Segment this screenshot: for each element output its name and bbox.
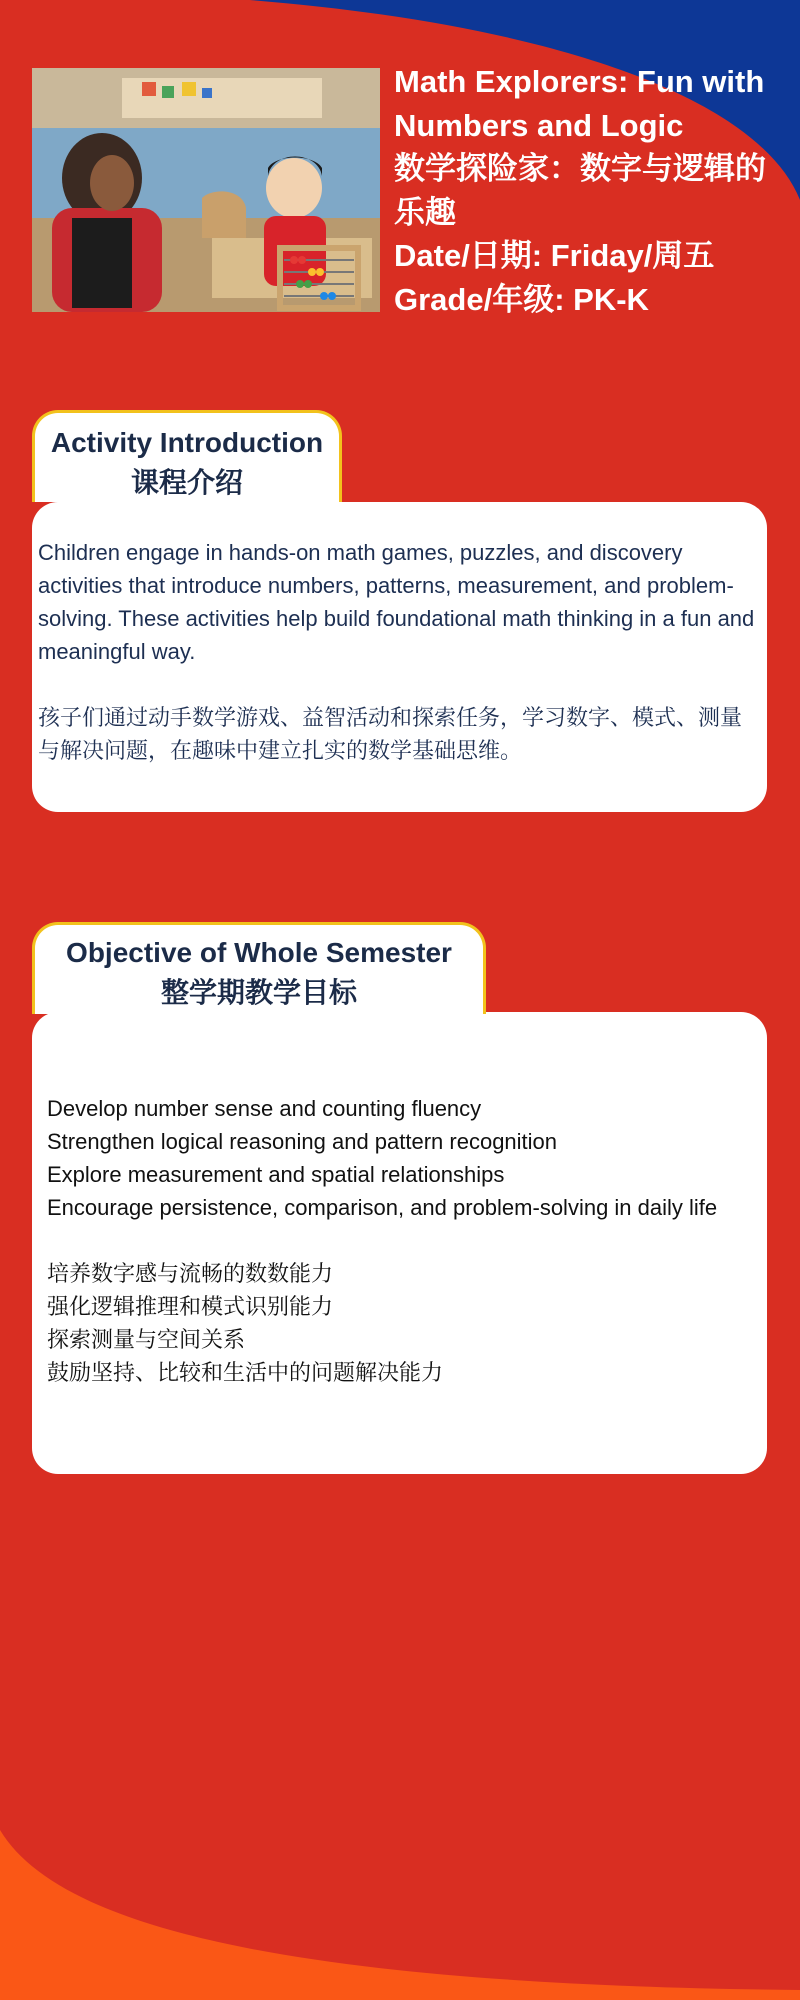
- objective-item-en: Strengthen logical reasoning and pattern recognition: [47, 1129, 558, 1154]
- objective-item-en: Explore measurement and spatial relationships: [47, 1162, 505, 1187]
- objective-heading-en: Objective of Whole Semester: [66, 937, 452, 968]
- objective-item-en: Develop number sense and counting fluency: [47, 1096, 482, 1121]
- activity-intro-heading-zh: 课程介绍: [130, 467, 243, 498]
- date-line: Date/日期: Friday/周五: [394, 238, 715, 273]
- header-block: [394, 60, 784, 321]
- hero-photo: [32, 68, 380, 312]
- title-chinese: 数学探险家：数字与逻辑的乐趣: [394, 151, 766, 230]
- objective-item-zh: 探索测量与空间关系: [47, 1327, 246, 1352]
- objective-item-en: Encourage persistence, comparison, and problem-solving in daily life: [47, 1195, 718, 1220]
- activity-intro-card: [32, 502, 767, 812]
- objective-heading-tab: [32, 922, 486, 1014]
- activity-intro-body-en: Children engage in hands-on math games, puzzles, and discovery activities that introduce numbers, patterns, measurement, and problem-solving. These activities help build foundational math thinking in a fun and meaningful way.: [38, 540, 755, 664]
- paragraph-gap: [38, 668, 761, 701]
- objective-item-zh: 培养数字感与流畅的数数能力: [47, 1261, 334, 1286]
- title-english: Math Explorers: Fun with Numbers and Logic: [394, 64, 765, 143]
- paragraph-gap: [47, 1224, 757, 1257]
- activity-intro-heading-tab: [32, 410, 342, 502]
- activity-intro-body-zh: 孩子们通过动手数学游戏、益智活动和探索任务，学习数字、模式、测量与解决问题，在趣味中建立扎实的数学基础思维。: [38, 705, 743, 763]
- activity-intro-heading-en: Activity Introduction: [50, 427, 324, 458]
- objective-heading-zh: 整学期教学目标: [160, 977, 357, 1008]
- grade-line: Grade/年级: PK-K: [394, 281, 649, 317]
- objective-item-zh: 鼓励坚持、比较和生活中的问题解决能力: [47, 1360, 444, 1385]
- bottom-orange-swoosh: [0, 1830, 800, 2000]
- objective-item-zh: 强化逻辑推理和模式识别能力: [47, 1294, 334, 1319]
- objective-card: [32, 1012, 767, 1474]
